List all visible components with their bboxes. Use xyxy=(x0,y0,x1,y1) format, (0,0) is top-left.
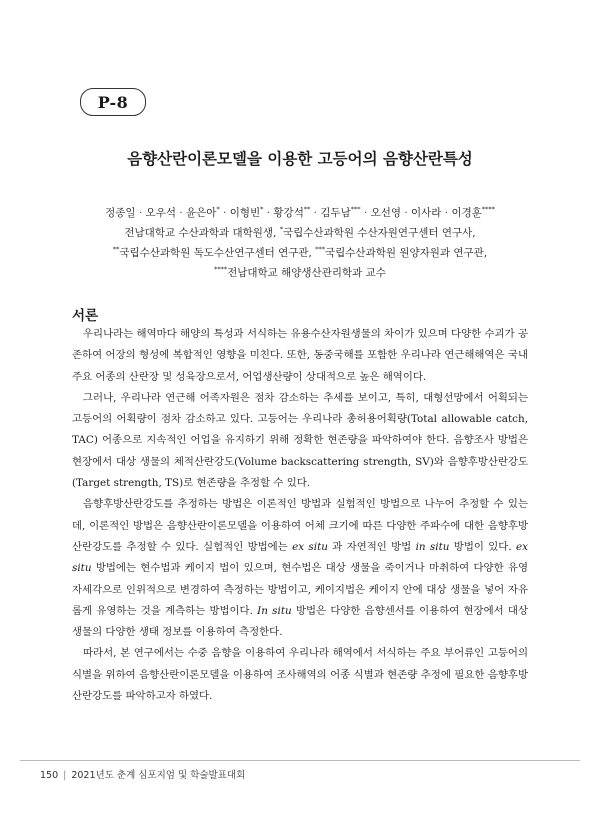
author-separator: · xyxy=(360,207,371,219)
footer-divider xyxy=(20,760,580,761)
author-separator: · xyxy=(219,207,230,219)
author-affiliation-mark: * xyxy=(260,205,264,214)
author-affiliation-mark: **** xyxy=(481,205,495,214)
affiliation-mark: ** xyxy=(112,245,120,254)
author-name: 이사라 xyxy=(411,207,442,219)
term-ex-situ: ex situ xyxy=(72,540,528,575)
author-separator: · xyxy=(401,207,412,219)
affiliation-text: 국립수산과학원 독도수산연구센터 연구관, xyxy=(119,247,316,259)
paragraph-text: 방법에는 현수법과 케이지 법이 있으며, 현수법은 대상 생물을 죽이거나 마취하여 다양한 유영 자세각으로 인위적으로 변경하여 측정하는 방법이고, 케이지법은 케이지 안에 대상 생물을 넣어 자유롭게 유영하는 것을 계측하는 방법이다. xyxy=(72,562,528,617)
author-separator: · xyxy=(310,207,321,219)
poster-number-badge: P-8 xyxy=(80,88,146,116)
author-separator: · xyxy=(175,207,186,219)
author-name: 이경훈 xyxy=(451,207,482,219)
affiliation-text: 전남대학교 해양생산관리학과 교수 xyxy=(227,267,386,279)
term-in-situ: In situ xyxy=(257,604,292,617)
author-affiliation-mark: * xyxy=(216,205,220,214)
affiliation-text: 전남대학교 수산과학과 대학원생, xyxy=(124,227,280,239)
author-name: 정종일 xyxy=(105,207,136,219)
affiliation-mark: * xyxy=(279,225,283,234)
paper-title: 음향산란이론모델을 이용한 고등어의 음향산란특성 xyxy=(127,149,473,168)
page-footer xyxy=(40,767,245,781)
author-name: 오우석 xyxy=(145,207,176,219)
term-in-situ: in situ xyxy=(415,540,450,553)
author-name: 윤은아 xyxy=(186,207,217,219)
author-name: 김두남 xyxy=(320,207,351,219)
affiliation-line-3 xyxy=(60,263,540,283)
affiliation-line-2 xyxy=(60,243,540,263)
author-block xyxy=(60,203,540,283)
paragraph-text: 음향후방산란강도를 추정하는 방법은 이론적인 방법과 실험적인 방법으로 나누어 추정할 수 있는데, 이론적인 방법은 음향산란이론모델을 이용하여 어체 크기에 따른 다양한 주파수에 대한 음향후방산란강도를 추정할 수 있다. 실험적인 방법에는 xyxy=(72,498,528,553)
paragraph-2: 그러나, 우리나라 연근해 어족자원은 점차 감소하는 추세를 보이고, 특히, 대형선망에서 어획되는 고등어의 어획량이 점차 감소하고 있다. 고등어는 우리나라 총허용어획량(Total allowable catch, TAC) 어종으로 지속적인 어업을 유지하기 위해 정확한 현존량을 파악하여야 한다. 음향조사 방법은 현장에서 대상 생물의 체적산란강도(Volume backscattering strength, SV)와 음향후방산란강도(Target strength, TS)로 현존량을 추정할 수 있다. xyxy=(72,391,528,490)
event-name: 2021년도 춘계 심포지엄 및 학술발표대회 xyxy=(71,770,246,781)
introduction-body xyxy=(72,324,528,707)
author-names xyxy=(60,203,540,223)
footer-separator: | xyxy=(63,770,67,781)
author-affiliation-mark: *** xyxy=(350,205,361,214)
paragraph-1: 우리나라는 해역마다 해양의 특성과 서식하는 유용수산자원생물의 차이가 있으며 다양한 수괴가 공존하여 어장의 형성에 복합적인 영향을 미친다. 또한, 동중국해를 포함한 우리나라 연근해해역은 국내 주요 어종의 산란장 및 성육장으로서, 어업생산량이 상대적으로 높은 해역이다. xyxy=(72,328,528,383)
author-separator: · xyxy=(135,207,146,219)
paragraph-text: 방법은 다양한 음향센서를 이용하여 현장에서 대상 생물의 다양한 생태 정보를 이용하여 측정한다. xyxy=(72,604,528,639)
affiliation-text: 국립수산과학원 원양자원과 연구관, xyxy=(325,247,488,259)
author-separator: · xyxy=(441,207,452,219)
paragraph-4: 따라서, 본 연구에서는 수중 음향을 이용하여 우리나라 해역에서 서식하는 주요 부어류인 고등어의 식별을 위하여 음향산란이론모델을 이용하여 조사해역의 어종 식별과 현존량 추정에 필요한 음향후방산란강도를 파악하고자 하였다. xyxy=(72,647,528,703)
author-name: 이형빈 xyxy=(229,207,261,219)
author-name: 오선영 xyxy=(370,207,401,219)
author-name: 황강석 xyxy=(273,207,304,219)
affiliation-line-1 xyxy=(60,223,540,243)
affiliation-text: 국립수산과학원 수산자원연구센터 연구사, xyxy=(283,227,476,239)
affiliation-mark: **** xyxy=(214,265,228,274)
author-separator: · xyxy=(263,207,274,219)
author-affiliation-mark: ** xyxy=(303,205,311,214)
paragraph-text: 방법이 있다. xyxy=(449,540,516,553)
paragraph-3 xyxy=(72,494,528,643)
affiliation-mark: *** xyxy=(315,245,325,254)
page-number: 150 xyxy=(40,770,59,781)
term-ex-situ: ex situ xyxy=(292,540,328,553)
section-heading-introduction: 서론 xyxy=(72,308,99,324)
paragraph-text: 과 자연적인 방법 xyxy=(327,540,416,553)
